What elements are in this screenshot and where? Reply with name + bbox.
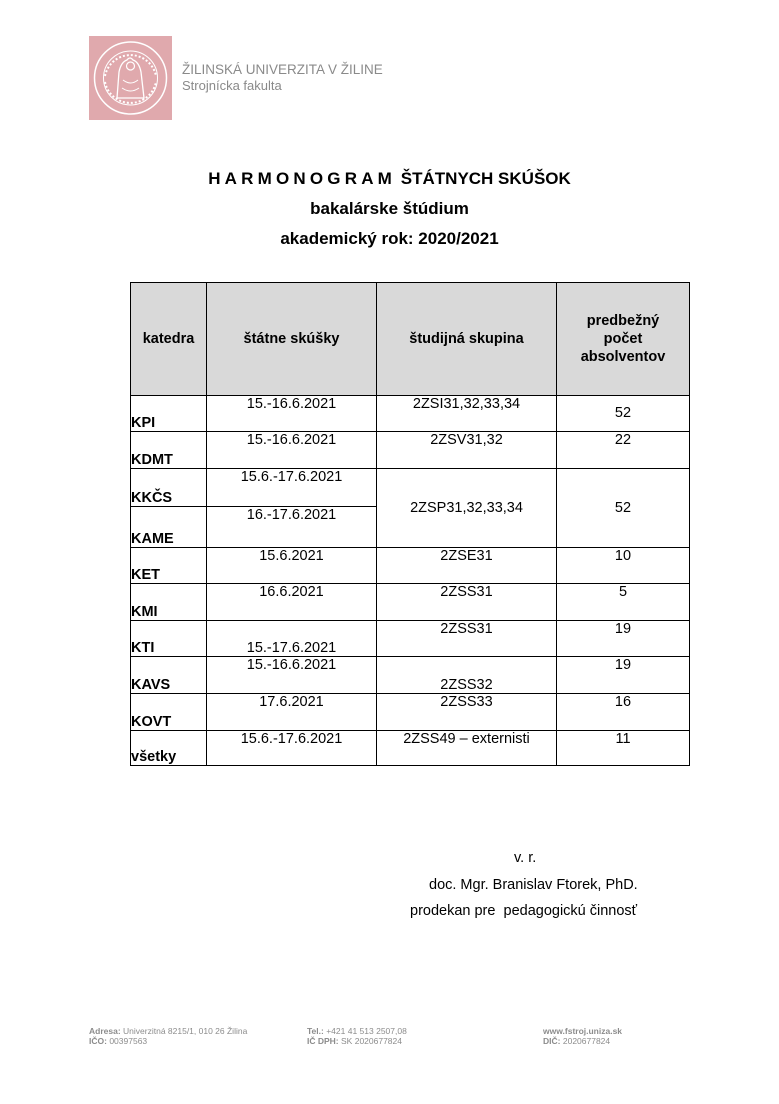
cell-katedra: KMI (131, 584, 207, 621)
university-seal-logo (89, 36, 172, 120)
cell-pocet: 52 (557, 396, 690, 432)
faculty-name: Strojnícka fakulta (182, 78, 282, 93)
table-row (131, 621, 690, 657)
cell-skusky: 15.6.-17.6.2021 (207, 731, 377, 766)
table-row (131, 657, 690, 694)
exam-schedule-table (130, 282, 690, 766)
footer-contact (307, 1026, 407, 1046)
cell-katedra: KAME (131, 507, 207, 548)
signatory-name: doc. Mgr. Branislav Ftorek, PhD. (429, 877, 638, 893)
header-pocet-label: predbežný počet absolventov (580, 313, 666, 365)
cell-skusky: 16.-17.6.2021 (207, 507, 377, 548)
signatory-role: prodekan pre pedagogickú činnosť (410, 903, 638, 919)
footer-address (89, 1026, 247, 1046)
cell-pocet: 16 (557, 694, 690, 731)
table-row (131, 396, 690, 432)
table-header-row (131, 283, 690, 396)
header-katedra: katedra (131, 283, 207, 396)
title-rest-part: ŠTÁTNYCH SKÚŠOK (400, 169, 571, 188)
ico-value: 00397563 (109, 1036, 148, 1046)
academic-year: akademický rok: 2020/2021 (280, 229, 499, 248)
table-row (131, 469, 690, 507)
cell-katedra: KKČS (131, 469, 207, 507)
address-label: Adresa: (89, 1026, 121, 1036)
table-row (131, 548, 690, 584)
cell-katedra: KAVS (131, 657, 207, 694)
cell-skusky: 15.6.-17.6.2021 (207, 469, 377, 507)
university-name: ŽILINSKÁ UNIVERZITA V ŽILINE (182, 62, 383, 77)
cell-pocet: 52 (557, 469, 690, 548)
title-spaced-part: HARMONOGRAM (208, 169, 397, 188)
table-row (131, 584, 690, 621)
cell-katedra: KPI (131, 396, 207, 432)
footer-web (543, 1026, 622, 1046)
cell-skusky: 15.-17.6.2021 (207, 621, 377, 657)
dic-label: DIČ: (543, 1036, 561, 1046)
cell-pocet: 19 (557, 657, 690, 694)
cell-skupina: 2ZSS31 (377, 584, 557, 621)
cell-katedra: KTI (131, 621, 207, 657)
cell-katedra: KOVT (131, 694, 207, 731)
cell-skusky: 15.-16.6.2021 (207, 657, 377, 694)
cell-skupina: 2ZSI31,32,33,34 (377, 396, 557, 432)
document-title (0, 169, 779, 189)
tel-value: +421 41 513 2507,08 (326, 1026, 407, 1036)
table-row (131, 731, 690, 766)
header-pocet-absolventov (557, 283, 690, 396)
icdph-value: SK 2020677824 (341, 1036, 402, 1046)
cell-skupina: 2ZSS49 – externisti (377, 731, 557, 766)
cell-katedra: všetky (131, 731, 207, 766)
table-row (131, 694, 690, 731)
organization-heading (182, 62, 383, 94)
dic-value: 2020677824 (562, 1036, 611, 1046)
cell-katedra: KET (131, 548, 207, 584)
table-row (131, 432, 690, 469)
cell-skusky: 16.6.2021 (207, 584, 377, 621)
cell-skupina: 2ZSV31,32 (377, 432, 557, 469)
cell-skupina: 2ZSS31 (377, 621, 557, 657)
cell-skusky: 17.6.2021 (207, 694, 377, 731)
web-link[interactable]: www.fstroj.uniza.sk (543, 1026, 623, 1036)
ico-label: IČO: (89, 1036, 107, 1046)
cell-katedra: KDMT (131, 432, 207, 469)
cell-skusky: 15.-16.6.2021 (207, 432, 377, 469)
cell-skupina: 2ZSP31,32,33,34 (377, 469, 557, 548)
cell-pocet: 5 (557, 584, 690, 621)
cell-skusky: 15.6.2021 (207, 548, 377, 584)
cell-pocet: 10 (557, 548, 690, 584)
cell-pocet: 11 (557, 731, 690, 766)
signature-vr: v. r. (514, 850, 537, 866)
cell-skupina: 2ZSE31 (377, 548, 557, 584)
cell-skupina: 2ZSS33 (377, 694, 557, 731)
cell-skusky: 15.-16.6.2021 (207, 396, 377, 432)
address-value: Univerzitná 8215/1, 010 26 Žilina (123, 1026, 248, 1036)
header-statne-skusky: štátne skúšky (207, 283, 377, 396)
icdph-label: IČ DPH: (307, 1036, 339, 1046)
cell-pocet: 19 (557, 621, 690, 657)
tel-label: Tel.: (307, 1026, 324, 1036)
header-studijna-skupina: študijná skupina (377, 283, 557, 396)
cell-skupina: 2ZSS32 (377, 657, 557, 694)
study-type: bakalárske štúdium (310, 199, 469, 218)
cell-pocet: 22 (557, 432, 690, 469)
